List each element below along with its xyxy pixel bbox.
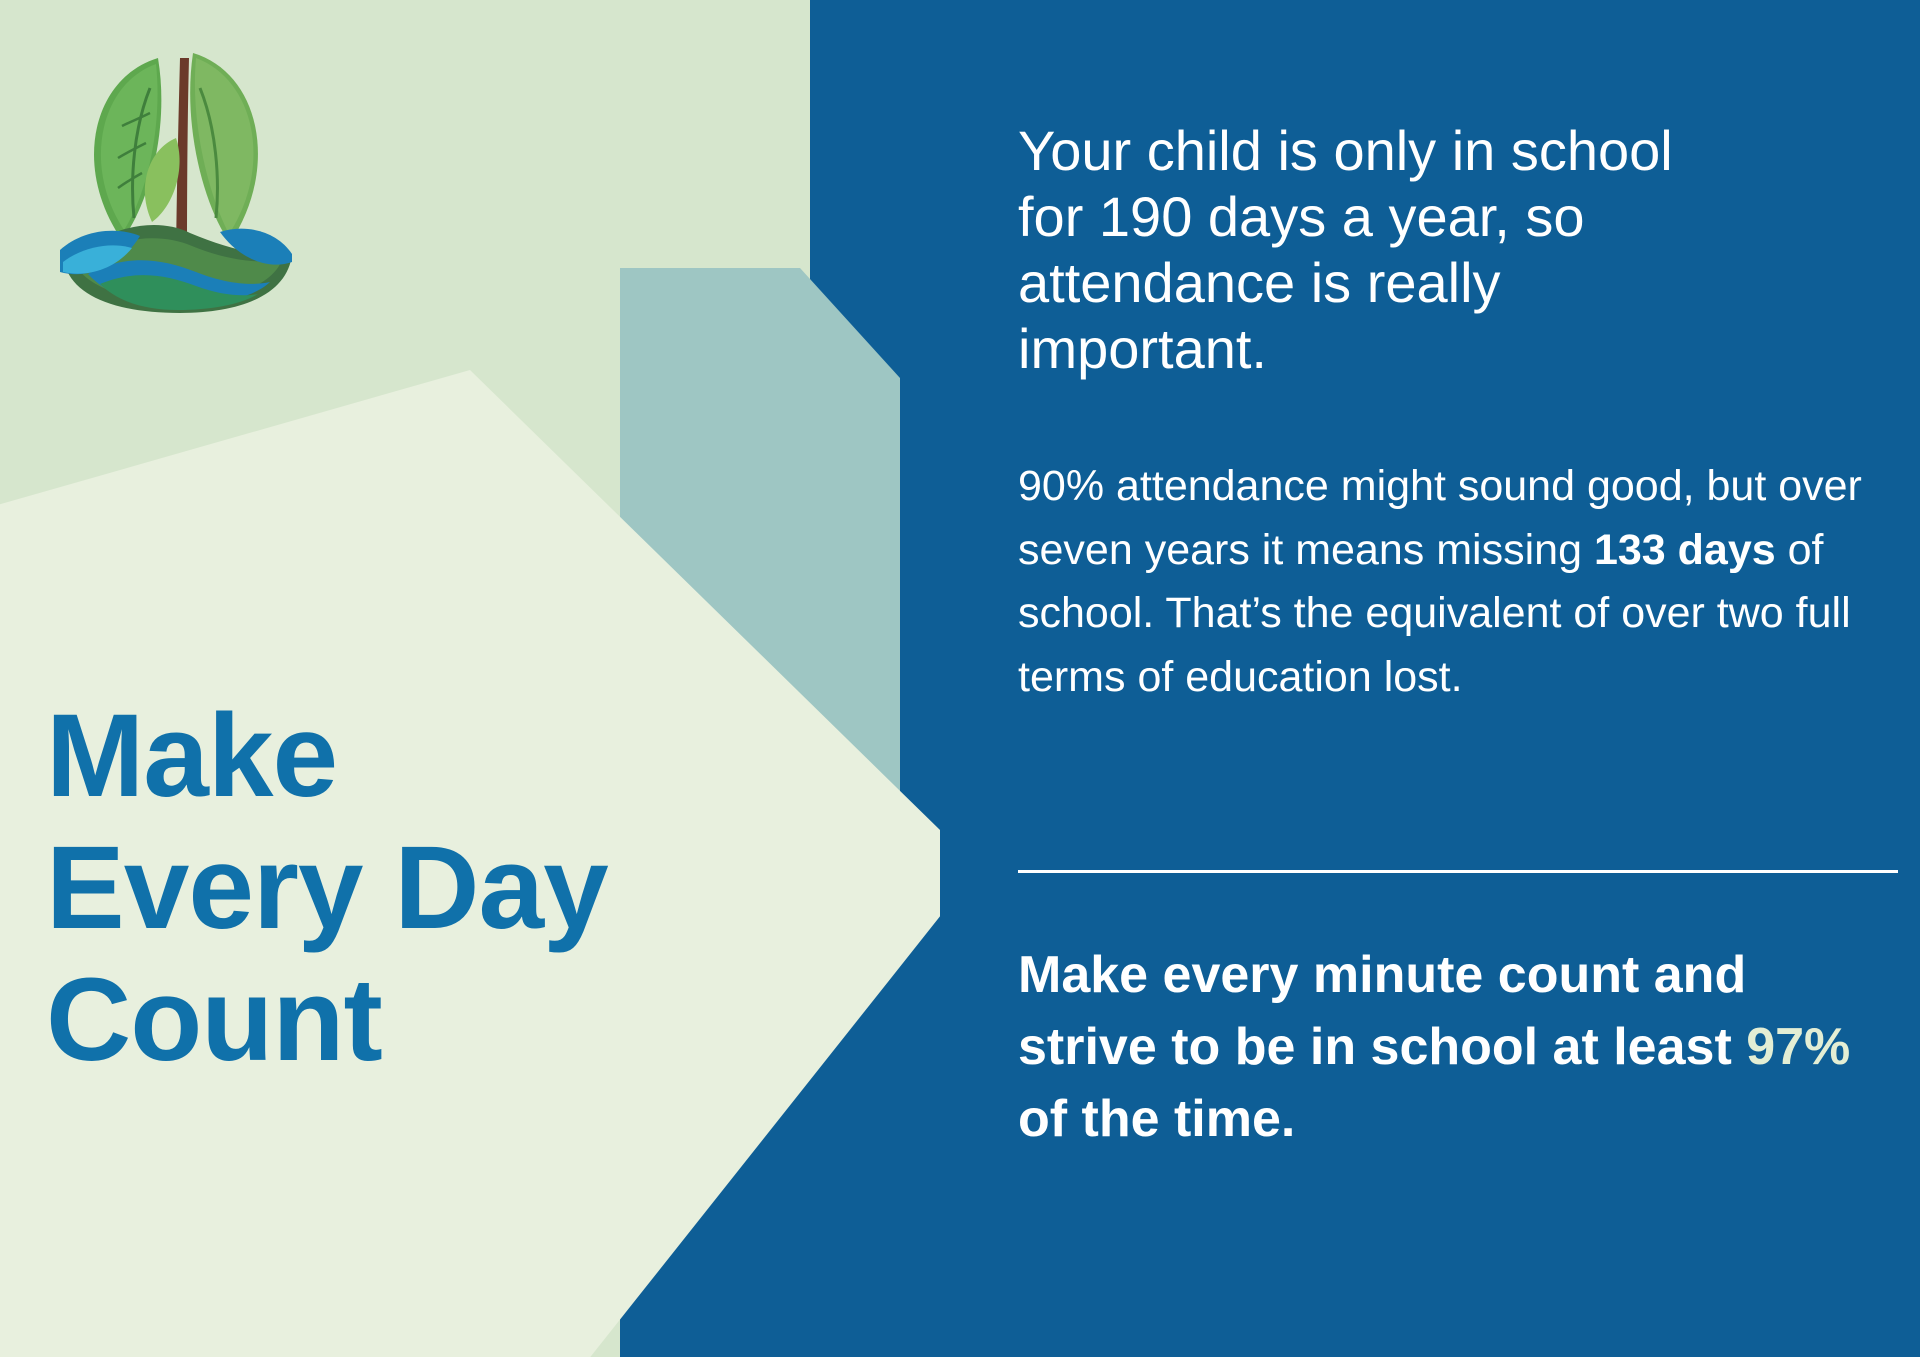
body-text-part-2: of school. That’s the equivalent of over two full terms of education lost.	[1018, 525, 1851, 701]
callout-part-1: Make every minute count and strive to be in school at least	[1018, 946, 1747, 1076]
headline-line-3: Count	[46, 954, 382, 1087]
headline-line-2: Every Day	[46, 822, 608, 955]
body-text-emphasis: 133 days	[1593, 525, 1776, 574]
divider	[1018, 870, 1898, 873]
leaf-and-hill-logo	[30, 18, 320, 318]
intro-text: Your child is only in school for 190 days a year, so attendance is really important.	[1018, 119, 1673, 381]
page-title	[46, 690, 706, 1086]
body-text-part-1: 90% attendance might sound good, but over seven years it means missing	[1018, 462, 1862, 574]
callout-text	[1018, 940, 1898, 1155]
callout-highlight: 97%	[1746, 1017, 1851, 1076]
body-text	[1018, 455, 1898, 710]
callout-part-2: of the time.	[1018, 1089, 1296, 1148]
message-panel	[1018, 0, 1878, 1357]
headline-line-1: Make	[46, 690, 338, 822]
